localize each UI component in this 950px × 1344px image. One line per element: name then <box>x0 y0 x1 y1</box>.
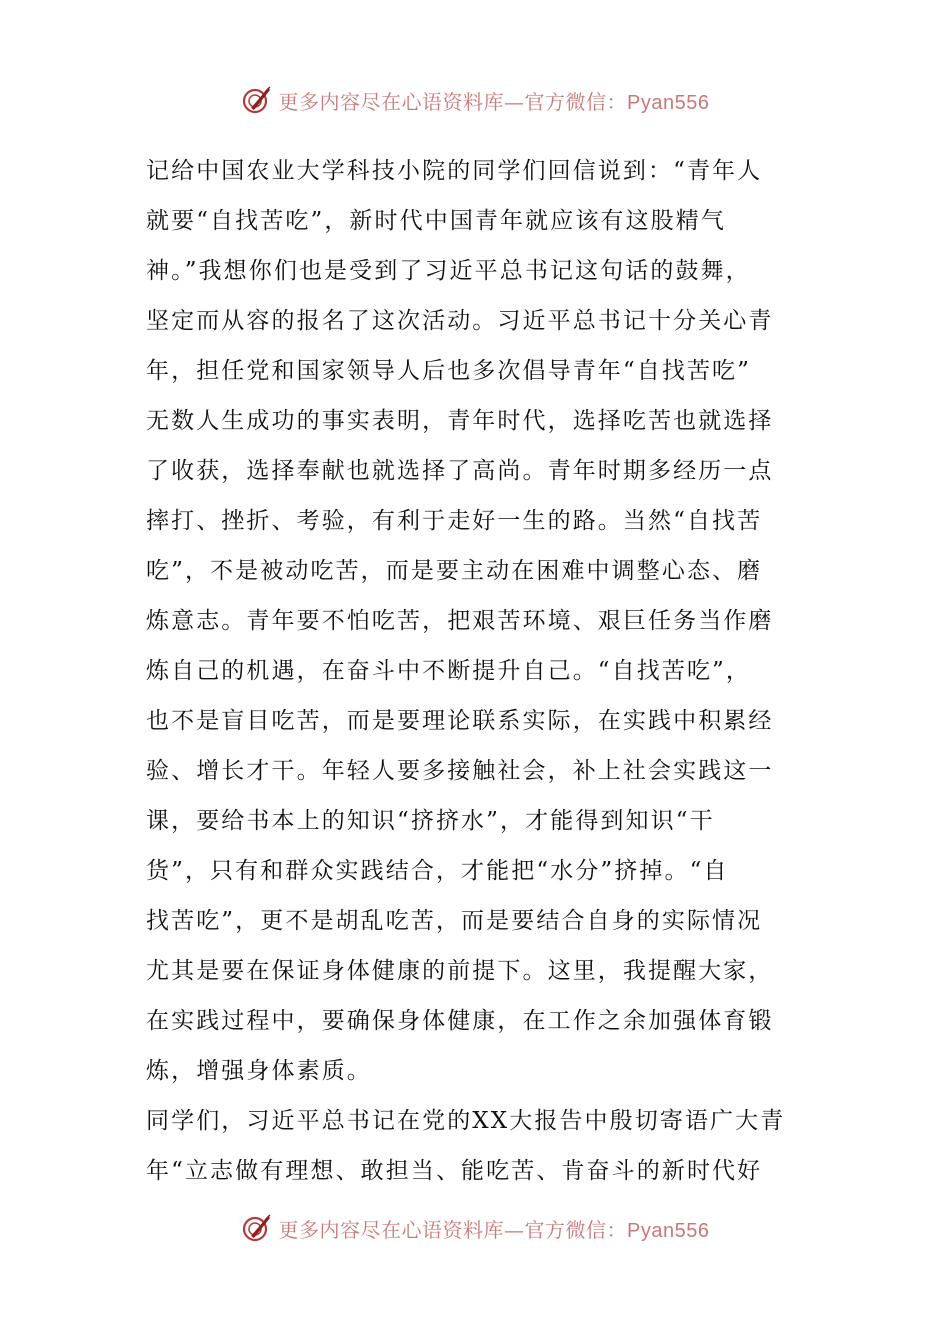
watermark-text <box>279 86 710 115</box>
watermark-main-text: 更多内容尽在心语资料库 <box>278 1217 505 1242</box>
text-line: 了收获，选择奉献也就选择了高尚。青年时期多经历一点 <box>146 458 774 484</box>
footer-watermark <box>0 1212 950 1244</box>
text-line: 坚定而从容的报名了这次活动。习近平总书记十分关心青 <box>146 308 774 334</box>
text-line: 货”，只有和群众实践结合，才能把“水分”挤掉。“自 <box>146 858 729 884</box>
text-line: 课，要给书本上的知识“挤挤水”，才能得到知识“干 <box>146 808 715 834</box>
watermark-separator: — <box>504 89 525 114</box>
text-line: 炼，增强身体素质。 <box>146 1058 372 1084</box>
text-line: 同学们，习近平总书记在党的XX大报告中殷切寄语广大青 <box>146 1108 786 1134</box>
text-line: 找苦吃”，更不是胡乱吃苦，而是要结合自身的实际情况 <box>146 908 763 934</box>
text-line: 摔打、挫折、考验，有利于走好一生的路。当然“自找苦 <box>146 508 763 534</box>
text-line: 就要“自找苦吃”，新时代中国青年就应该有这股精气 <box>146 208 726 234</box>
text-line: 无数人生成功的事实表明，青年时代，选择吃苦也就选择 <box>146 408 774 434</box>
quill-logo-icon <box>241 84 273 116</box>
text-line: 年“立志做有理想、敢担当、能吃苦、肯奋斗的新时代好 <box>146 1158 763 1184</box>
watermark-text <box>279 1214 710 1243</box>
watermark-wechat-id: Pyan556 <box>627 91 710 114</box>
document-body <box>146 146 808 1196</box>
text-line: 炼自己的机遇，在奋斗中不断提升自己。“自找苦吃”， <box>146 658 752 684</box>
watermark-official-label: 官方微信： <box>524 89 628 114</box>
text-line: 年，担任党和国家领导人后也多次倡导青年“自找苦吃” <box>146 358 752 384</box>
watermark-official-label: 官方微信： <box>524 1217 628 1242</box>
watermark-main-text: 更多内容尽在心语资料库 <box>278 89 505 114</box>
watermark-separator: — <box>504 1217 525 1242</box>
text-line: 验、增长才干。年轻人要多接触社会，补上社会实践这一 <box>146 758 774 784</box>
text-line: 在实践过程中，要确保身体健康，在工作之余加强体育锻 <box>146 1008 774 1034</box>
text-line: 炼意志。青年要不怕吃苦，把艰苦环境、艰巨任务当作磨 <box>146 608 774 634</box>
text-line: 也不是盲目吃苦，而是要理论联系实际，在实践中积累经 <box>146 708 774 734</box>
text-line: 吃”，不是被动吃苦，而是要主动在困难中调整心态、磨 <box>146 558 763 584</box>
text-line: 尤其是要在保证身体健康的前提下。这里，我提醒大家， <box>146 958 774 984</box>
text-line: 记给中国农业大学科技小院的同学们回信说到：“青年人 <box>146 158 763 184</box>
quill-logo-icon <box>241 1212 273 1244</box>
header-watermark <box>0 84 950 116</box>
watermark-wechat-id: Pyan556 <box>627 1219 710 1242</box>
text-line: 神。”我想你们也是受到了习近平总书记这句话的鼓舞， <box>146 258 751 284</box>
